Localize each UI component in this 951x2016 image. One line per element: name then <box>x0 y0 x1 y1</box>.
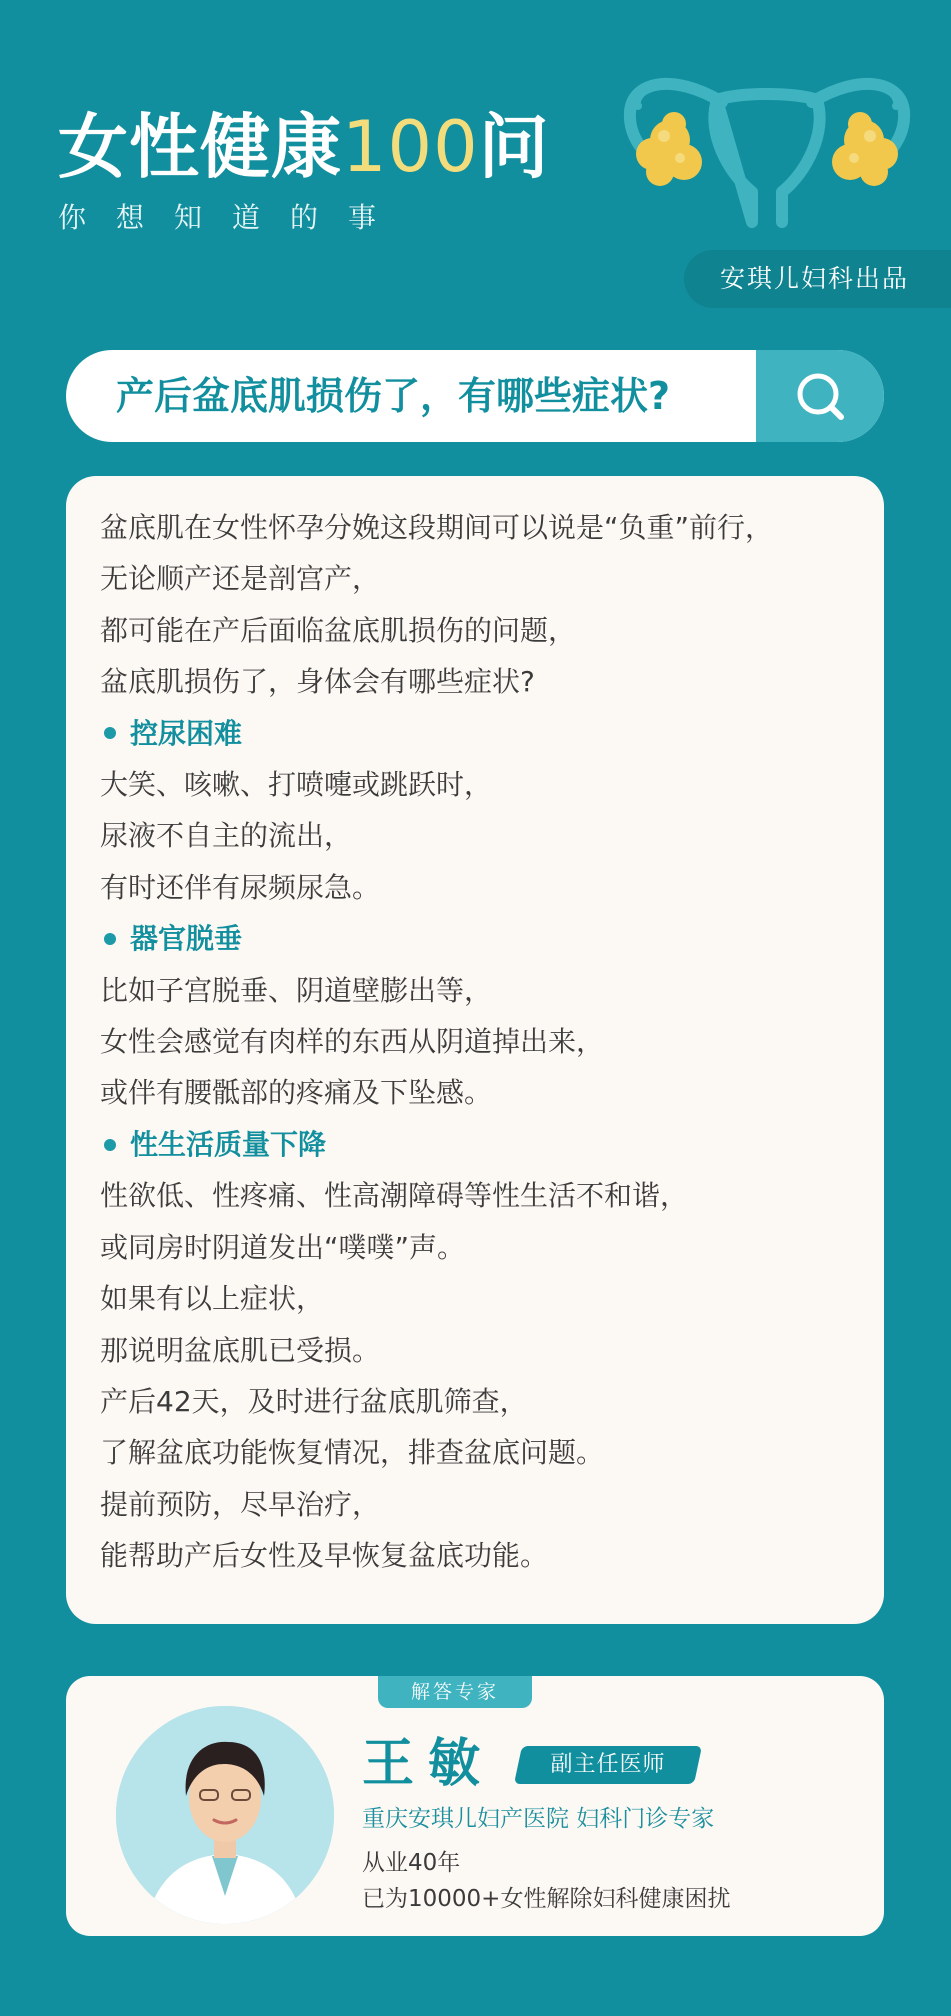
answer-content <box>100 502 870 1582</box>
answer-card <box>66 476 884 1624</box>
expert-years: 从业40年 <box>362 1850 461 1876</box>
question-text: 产后盆底肌损伤了，有哪些症状? <box>116 374 671 418</box>
uterus-icon <box>612 62 922 232</box>
section-heading-text: 器官脱垂 <box>130 922 243 956</box>
outro-line: 提前预防，尽早治疗， <box>100 1487 381 1521</box>
outro-line: 产后42天，及时进行盆底肌筛查， <box>100 1384 528 1418</box>
expert-title-text: 副主任医师 <box>550 1752 666 1777</box>
outro-line: 如果有以上症状， <box>100 1282 325 1316</box>
bullet-dot-icon <box>104 727 116 739</box>
section-line: 尿液不自主的流出， <box>100 819 353 853</box>
question-search-bar[interactable] <box>66 350 884 442</box>
avatar <box>116 1706 334 1924</box>
brand-title-number: 100 <box>342 106 479 188</box>
outro-line: 那说明盆底肌已受损。 <box>100 1333 381 1367</box>
intro-line: 盆底肌在女性怀孕分娩这段期间可以说是“负重”前行， <box>100 511 774 544</box>
bullet-dot-icon <box>104 933 116 945</box>
search-icon <box>794 370 846 422</box>
expert-card <box>66 1676 884 1936</box>
expert-title-badge <box>514 1746 702 1784</box>
outro-line: 能帮助产后女性及早恢复盆底功能。 <box>100 1539 549 1573</box>
section-line: 有时还伴有尿频尿急。 <box>100 870 381 904</box>
bullet-dot-icon <box>104 1139 116 1151</box>
expert-tag: 解答专家 <box>378 1676 532 1708</box>
search-button[interactable] <box>756 350 884 442</box>
section-line: 或伴有腰骶部的疼痛及下坠感。 <box>100 1076 493 1110</box>
header <box>0 0 951 330</box>
section-line: 大笑、咳嗽、打喷嚏或跳跃时， <box>100 768 493 802</box>
section-heading <box>100 913 870 964</box>
section-line: 或同房时阴道发出“噗噗”声。 <box>100 1230 466 1264</box>
brand-subtitle: 你想知道的事 <box>58 201 407 234</box>
intro-line: 无论顺产还是剖宫产， <box>100 562 381 596</box>
section-heading <box>100 1119 870 1170</box>
producer-badge: 安琪儿妇科出品 <box>684 250 951 308</box>
intro-line: 盆底肌损伤了，身体会有哪些症状? <box>100 665 535 699</box>
section-line: 比如子宫脱垂、阴道壁膨出等， <box>100 973 493 1007</box>
brand-title-main: 女性健康 <box>58 106 342 188</box>
section-line: 女性会感觉有肉样的东西从阴道掉出来， <box>100 1025 605 1059</box>
section-heading <box>100 708 870 759</box>
section-line: 性欲低、性疼痛、性高潮障碍等性生活不和谐， <box>100 1179 689 1213</box>
brand-title-end: 问 <box>478 106 550 188</box>
doctor-portrait-icon <box>116 1706 334 1924</box>
section-heading-text: 性生活质量下降 <box>130 1127 327 1161</box>
intro-line: 都可能在产后面临盆底肌损伤的问题， <box>100 613 577 647</box>
brand-title <box>58 106 550 188</box>
section-heading-text: 控尿困难 <box>130 716 243 750</box>
expert-hospital: 重庆安琪儿妇产医院 妇科门诊专家 <box>362 1806 715 1832</box>
expert-achievement: 已为10000+女性解除妇科健康困扰 <box>362 1886 731 1912</box>
outro-line: 了解盆底功能恢复情况，排查盆底问题。 <box>100 1436 605 1470</box>
expert-name: 王敏 <box>362 1733 495 1794</box>
